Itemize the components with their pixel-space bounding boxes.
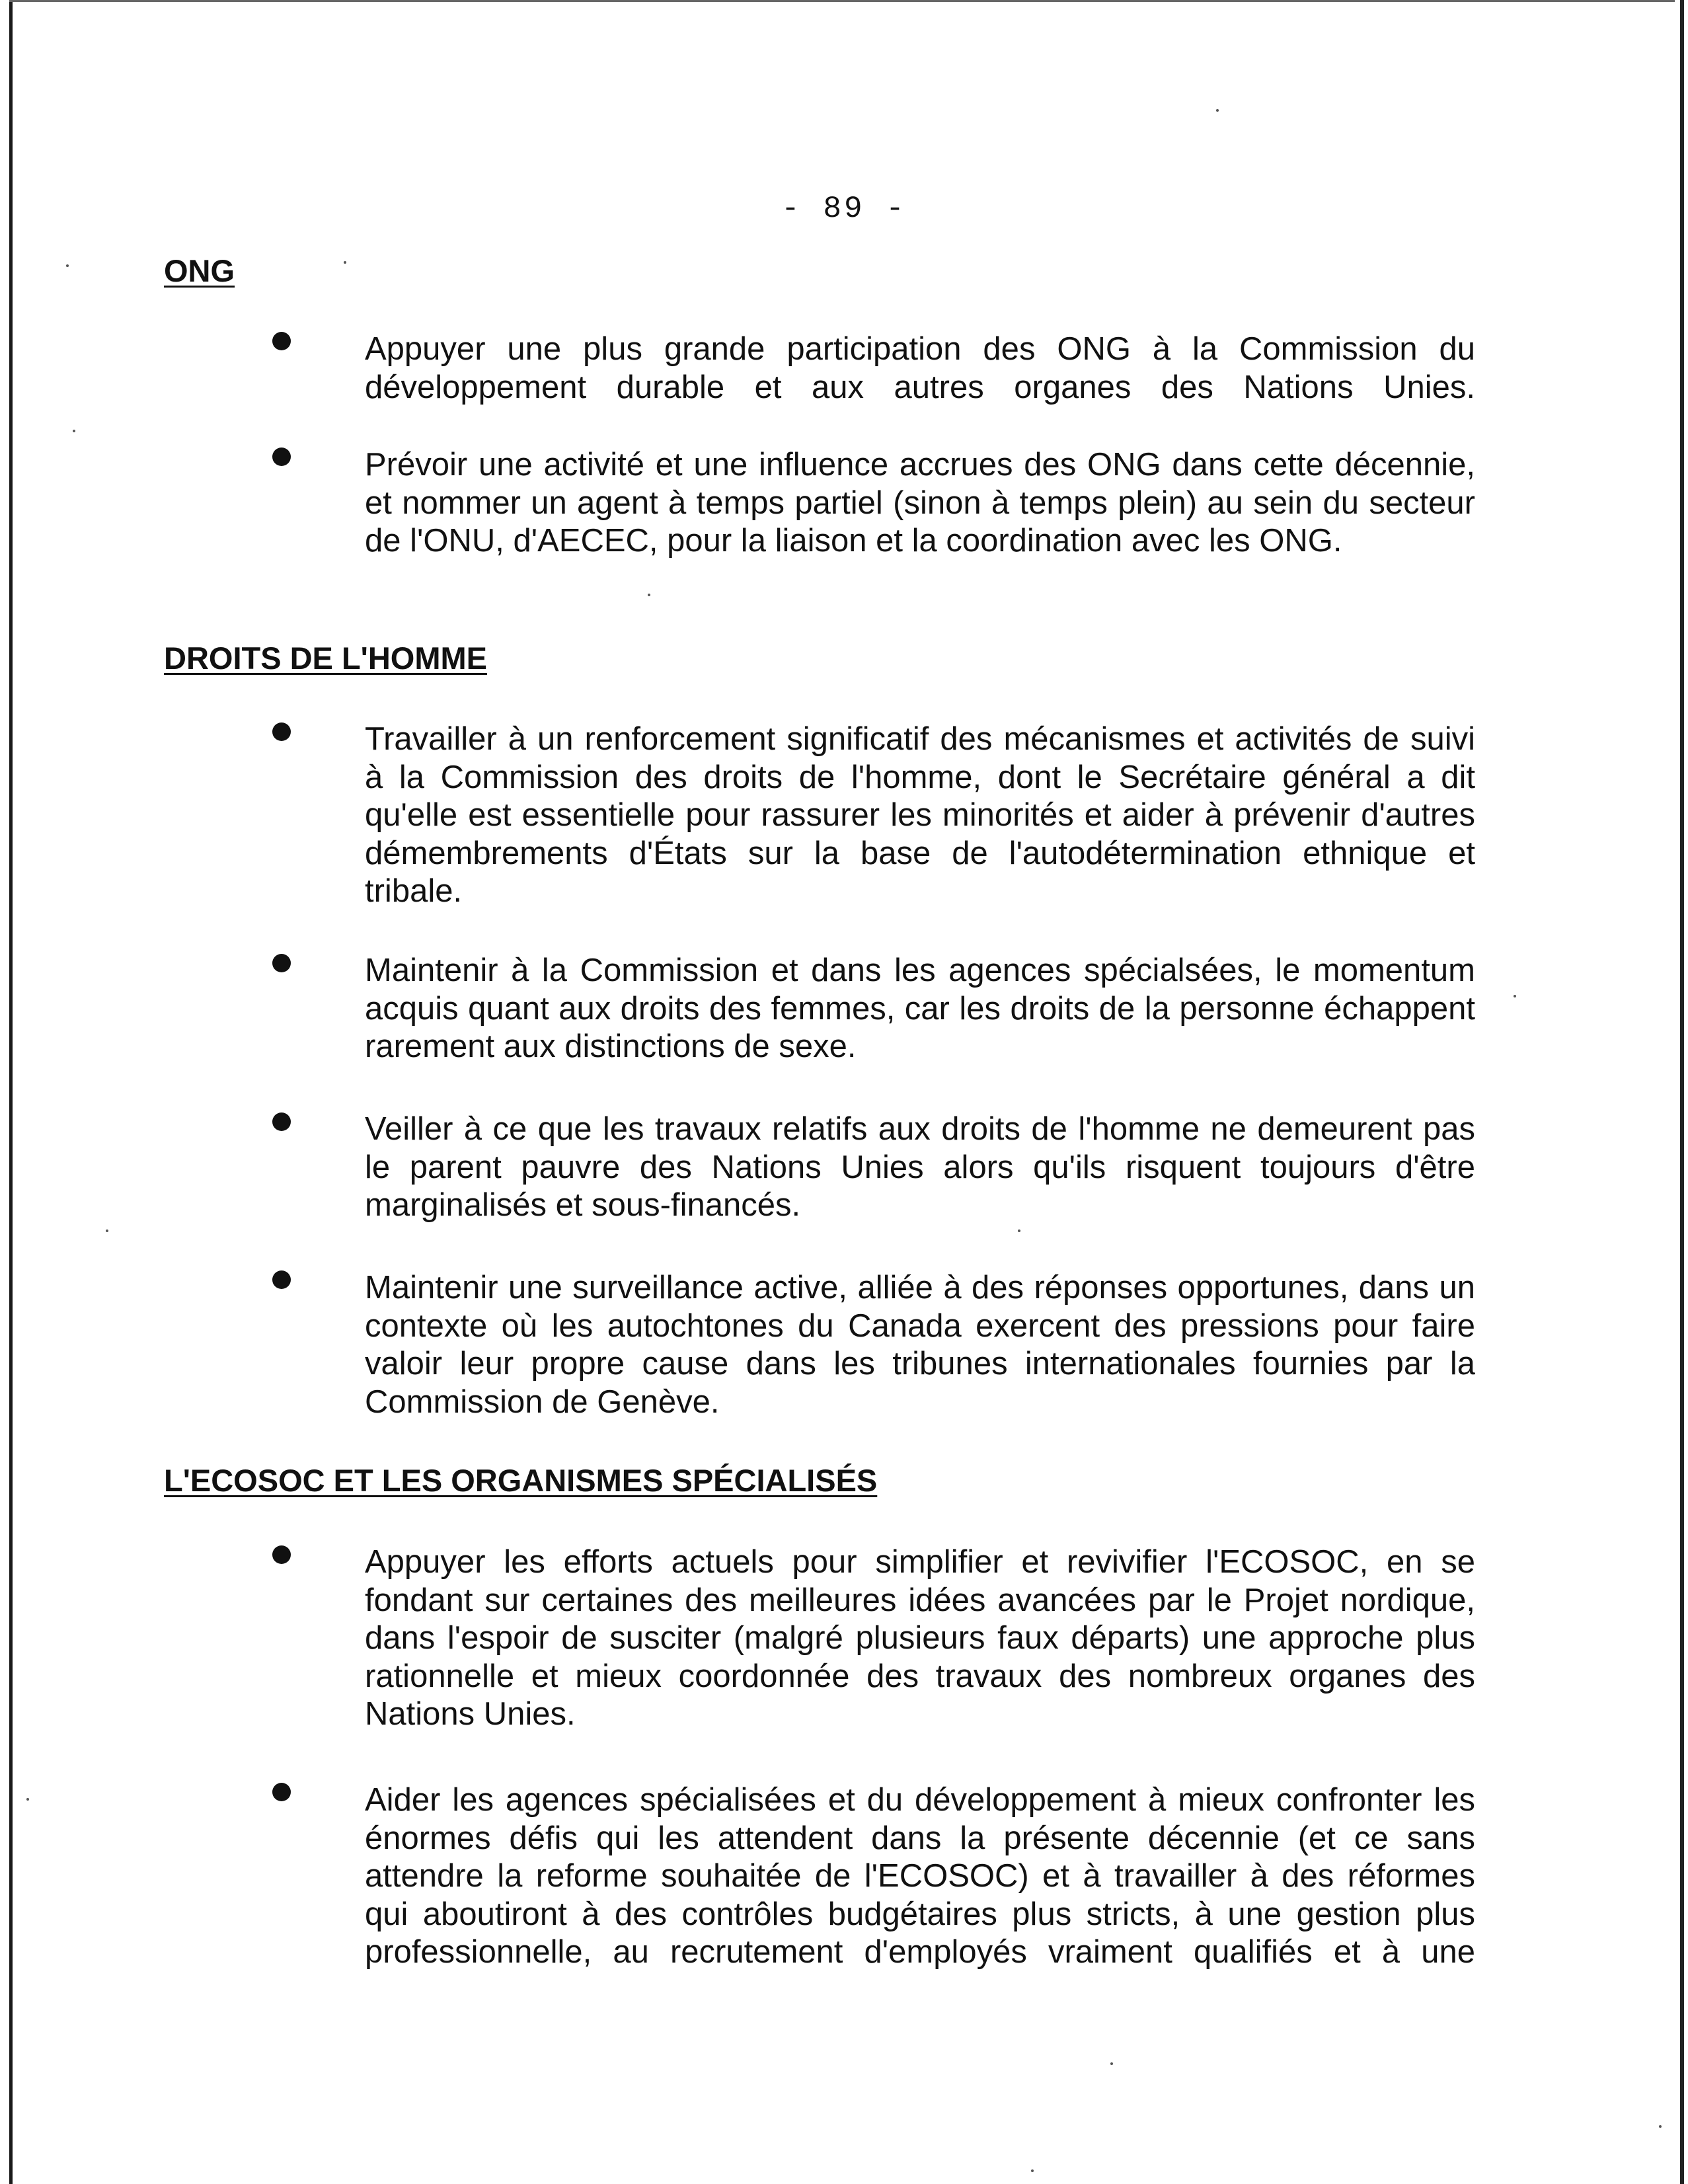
section-heading-droits-de-lhomme: DROITS DE L'HOMME [164,641,488,676]
scan-speck [26,1798,29,1801]
bullet-icon [272,448,291,466]
scan-speck [1216,109,1219,112]
scan-left-edge [9,0,13,2184]
bullet-icon [272,722,291,741]
scan-speck [344,261,346,264]
list-item: Maintenir une surveillance active, alliée à des réponses opportunes, dans un contexte où les autochtones du Canada exercent des pressions pour faire valoir leur propre cause dans les tribunes internationales fournies par la Commission de Genève. [365,1270,1475,1420]
bullet-icon [272,1545,291,1564]
bullet-icon [272,1783,291,1801]
list-item: Aider les agences spécialisées et du développement à mieux confronter les énormes défis qui les attendent dans la présente décennie (et ce sans attendre la reforme souhaitée de l'ECOSOC) et à travailler à des réformes qui aboutiront à des contrôles budgétaires plus stricts, à une gestion plus professionnelle, au recrutement d'employés vraiment qualifiés et à une [365,1782,1475,1970]
scan-speck [1110,2062,1113,2065]
scan-top-edge [9,0,1675,2]
scan-speck [73,430,75,432]
list-item: Maintenir à la Commission et dans les agences spécialsées, le momentum acquis quant aux droits des femmes, car les droits de la personne échappent rarement aux distinctions de sexe. [365,953,1475,1064]
page-number: - 89 - [781,192,907,226]
scan-right-edge [1680,0,1684,2184]
list-item: Travailler à un renforcement significatif des mécanismes et activités de suivi à la Commission des droits de l'homme, dont le Secrétaire général a dit qu'elle est essentielle pour rassurer les minorités et aider à prévenir d'autres démembrements d'États sur la base de l'autodétermination ethnique et tribale. [365,721,1475,909]
bullet-icon [272,1270,291,1289]
scan-speck [1018,1229,1020,1232]
scan-speck [1514,995,1516,997]
section-heading-ong: ONG [164,253,235,288]
scan-speck [1659,2125,1662,2128]
scan-speck [1031,2169,1034,2172]
bullet-icon [272,954,291,972]
list-item: Appuyer les efforts actuels pour simplifier et revivifier l'ECOSOC, en se fondant sur certaines des meilleures idées avancées par le Projet nordique, dans l'espoir de susciter (malgré plusieurs faux départs) une approche plus rationnelle et mieux coordonnée des travaux des nombreux organes des Nations Unies. [365,1544,1475,1732]
scan-speck [648,594,650,596]
list-item: Prévoir une activité et une influence accrues des ONG dans cette décennie, et nommer un agent à temps partiel (sinon à temps plein) au sein du secteur de l'ONU, d'AECEC, pour la liaison et la coordination avec les ONG. [365,447,1475,559]
bullet-icon [272,332,291,350]
bullet-icon [272,1112,291,1131]
scan-speck [66,264,69,267]
scan-speck [106,1229,108,1232]
section-heading-ecosoc: L'ECOSOC ET LES ORGANISMES SPÉCIALISÉS [164,1463,878,1498]
list-item: Appuyer une plus grande participation des ONG à la Commission du développement durable et aux autres organes des Nations Unies. [365,331,1475,405]
list-item: Veiller à ce que les travaux relatifs aux droits de l'homme ne demeurent pas le parent pauvre des Nations Unies alors qu'ils risquent toujours d'être marginalisés et sous-financés. [365,1111,1475,1223]
